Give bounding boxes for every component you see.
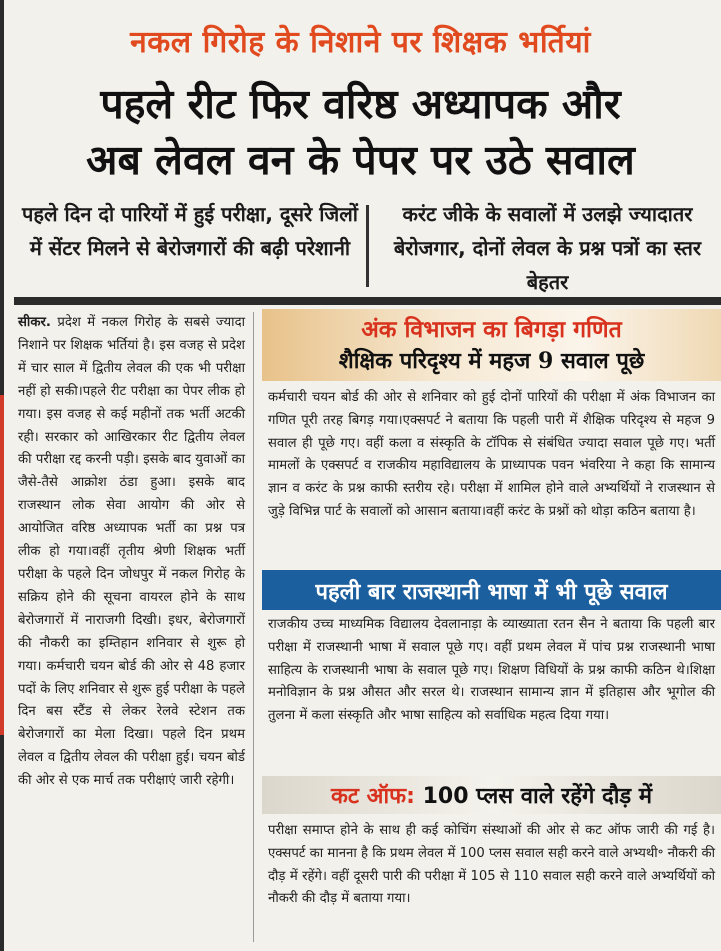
column-divider bbox=[253, 312, 254, 942]
subhead-right: करंट जीके के सवालों में उलझे ज्यादातर बेरोजगार, दोनों लेवल के प्रश्न पत्रों का स्तर बेहतर bbox=[393, 202, 702, 294]
page-edge-accent bbox=[0, 395, 4, 735]
headline-line-1: पहले रीट फिर वरिष्ठ अध्यापक और bbox=[100, 80, 621, 128]
section-2-header bbox=[262, 570, 721, 610]
subhead-left: पहले दिन दो पारियों में हुई परीक्षा, दूसरे जिलों में सेंटर मिलने से बेरोजगारों की बढ़ी परेशानी bbox=[22, 202, 358, 260]
subhead-divider bbox=[366, 205, 369, 287]
section-3-title-rest: 100 प्लस वाले रहेंगे दौड़ में bbox=[414, 784, 652, 809]
section-1-subtitle: शैक्षिक परिदृश्य में महज 9 सवाल पूछे bbox=[338, 348, 645, 374]
main-headline bbox=[8, 76, 713, 188]
section-3-text: परीक्षा समाप्त होने के साथ ही कई कोचिंग संस्थाओं की ओर से कट ऑफ जारी की गई है। एक्सपर्ट का मानना है कि प्रथम लेवल में 100 प्लस सवाल सही करने वाले अभ्यथी॰ नौकरी की दौड़ में रहेंगे। वहीं दूसरी पारी की परीक्षा में 105 से 110 सवाल सही करने वाले अभ्यर्थियों को नौकरी की दौड़ में बताया गया। bbox=[268, 823, 715, 907]
section-2-title: पहली बार राजस्थानी भाषा में भी पूछे सवाल bbox=[315, 580, 668, 605]
section-1-title: अंक विभाजन का बिगड़ा गणित bbox=[361, 317, 622, 343]
headline-rule bbox=[14, 297, 721, 305]
kicker-headline: नकल गिरोह के निशाने पर शिक्षक भर्तियां bbox=[130, 25, 591, 60]
section-3-header bbox=[262, 776, 721, 814]
section-1-text: कर्मचारी चयन बोर्ड की ओर से शनिवार को हुई दोनों पारियों की परीक्षा में अंक विभाजन का गणित पूरी तरह बिगड़ गया।एक्सपर्ट ने बताया कि पहली पारी में शैक्षिक परिदृश्य से महज 9 सवाल ही पूछे गए। वहीं कला व संस्कृति के टॉपिक से संबंधित ज्यादा सवाल पूछे गए। भर्ती मामलों के एक्सपर्ट व राजकीय महाविद्यालय के प्राध्यापक पवन भंवरिया ने कहा कि सामान्य ज्ञान व करंट के प्रश्न काफी स्तरीय रहे। परीक्षा में शामिल होने वाले अभ्यर्थियों ने राजस्थान से जुड़े विभिन्न पार्ट के सवालों को आसान बताया।वहीं करंट के प्रश्नों को थोड़ा कठिन बताया है। bbox=[268, 390, 715, 519]
left-column-article bbox=[18, 312, 245, 793]
left-column-text: प्रदेश में नकल गिरोह के सबसे ज्यादा निशाने पर शिक्षक भर्तियां है। इस वजह से प्रदेश में चार साल में द्वितीय लेवल की एक भी परीक्षा नहीं हो सकी।पहले रीट परीक्षा का पेपर लीक हो गया। इस वजह से कई महीनों तक भर्ती अटकी रही। सरकार को आखिरकार रीट द्वितीय लेवल की परीक्षा रद्द करनी पड़ी। इसके बाद युवाओं का जैसे-तैसे आक्रोश ठंडा हुआ। इसके बाद राजस्थान लोक सेवा आयोग की ओर से आयोजित वरिष्ठ अध्यापक भर्ती का प्रश्न पत्र लीक हो गया।वहीं तृतीय श्रेणी शिक्षक भर्ती परीक्षा के पहले दिन जोधपुर में नकल गिरोह के सक्रिय होने की सूचना वायरल होने के साथ बेरोजगारों में नाराजगी दिखी। इधर, बेरोजगारों की नौकरी का इम्तिहान शनिवार से शुरू हो गया। कर्मचारी चयन बोर्ड की ओर से 48 हजार पदों के लिए शनिवार से शुरू हुई परीक्षा के पहले दिन बस स्टैंड से लेकर रेलवे स्टेशन तक बेरोजगारों का मेला दिखा। पहले दिन प्रथम लेवल व द्वितीय लेवल की परीक्षा हुई। चयन बोर्ड की ओर से एक मार्च तक परीक्षाएं जारी रहेगी। bbox=[18, 315, 245, 789]
section-3-title bbox=[262, 780, 721, 810]
section-3-title-label: कट ऑफ: bbox=[331, 784, 415, 809]
section-1-header bbox=[262, 309, 721, 381]
headline-line-2: अब लेवल वन के पेपर पर उठे सवाल bbox=[86, 136, 635, 184]
section-2-text: राजकीय उच्च माध्यमिक विद्यालय देवलानाड़ा के व्याख्याता रतन सैन ने बताया कि पहली बार परीक्षा में राजस्थानी भाषा में सवाल पूछे गए। वहीं प्रथम लेवल में पांच प्रश्न राजस्थानी भाषा साहित्य के राजस्थानी भाषा के सवाल पूछे गए। शिक्षण विधियों के प्रश्न काफी कठिन थे।शिक्षा मनोविज्ञान के प्रश्न औसत और सरल थे। राजस्थान सामान्य ज्ञान में इतिहास और भूगोल की तुलना में कला संस्कृति और भाषा साहित्य को सर्वाधिक महत्व दिया गया। bbox=[268, 617, 715, 724]
dateline: सीकर. bbox=[18, 315, 51, 330]
